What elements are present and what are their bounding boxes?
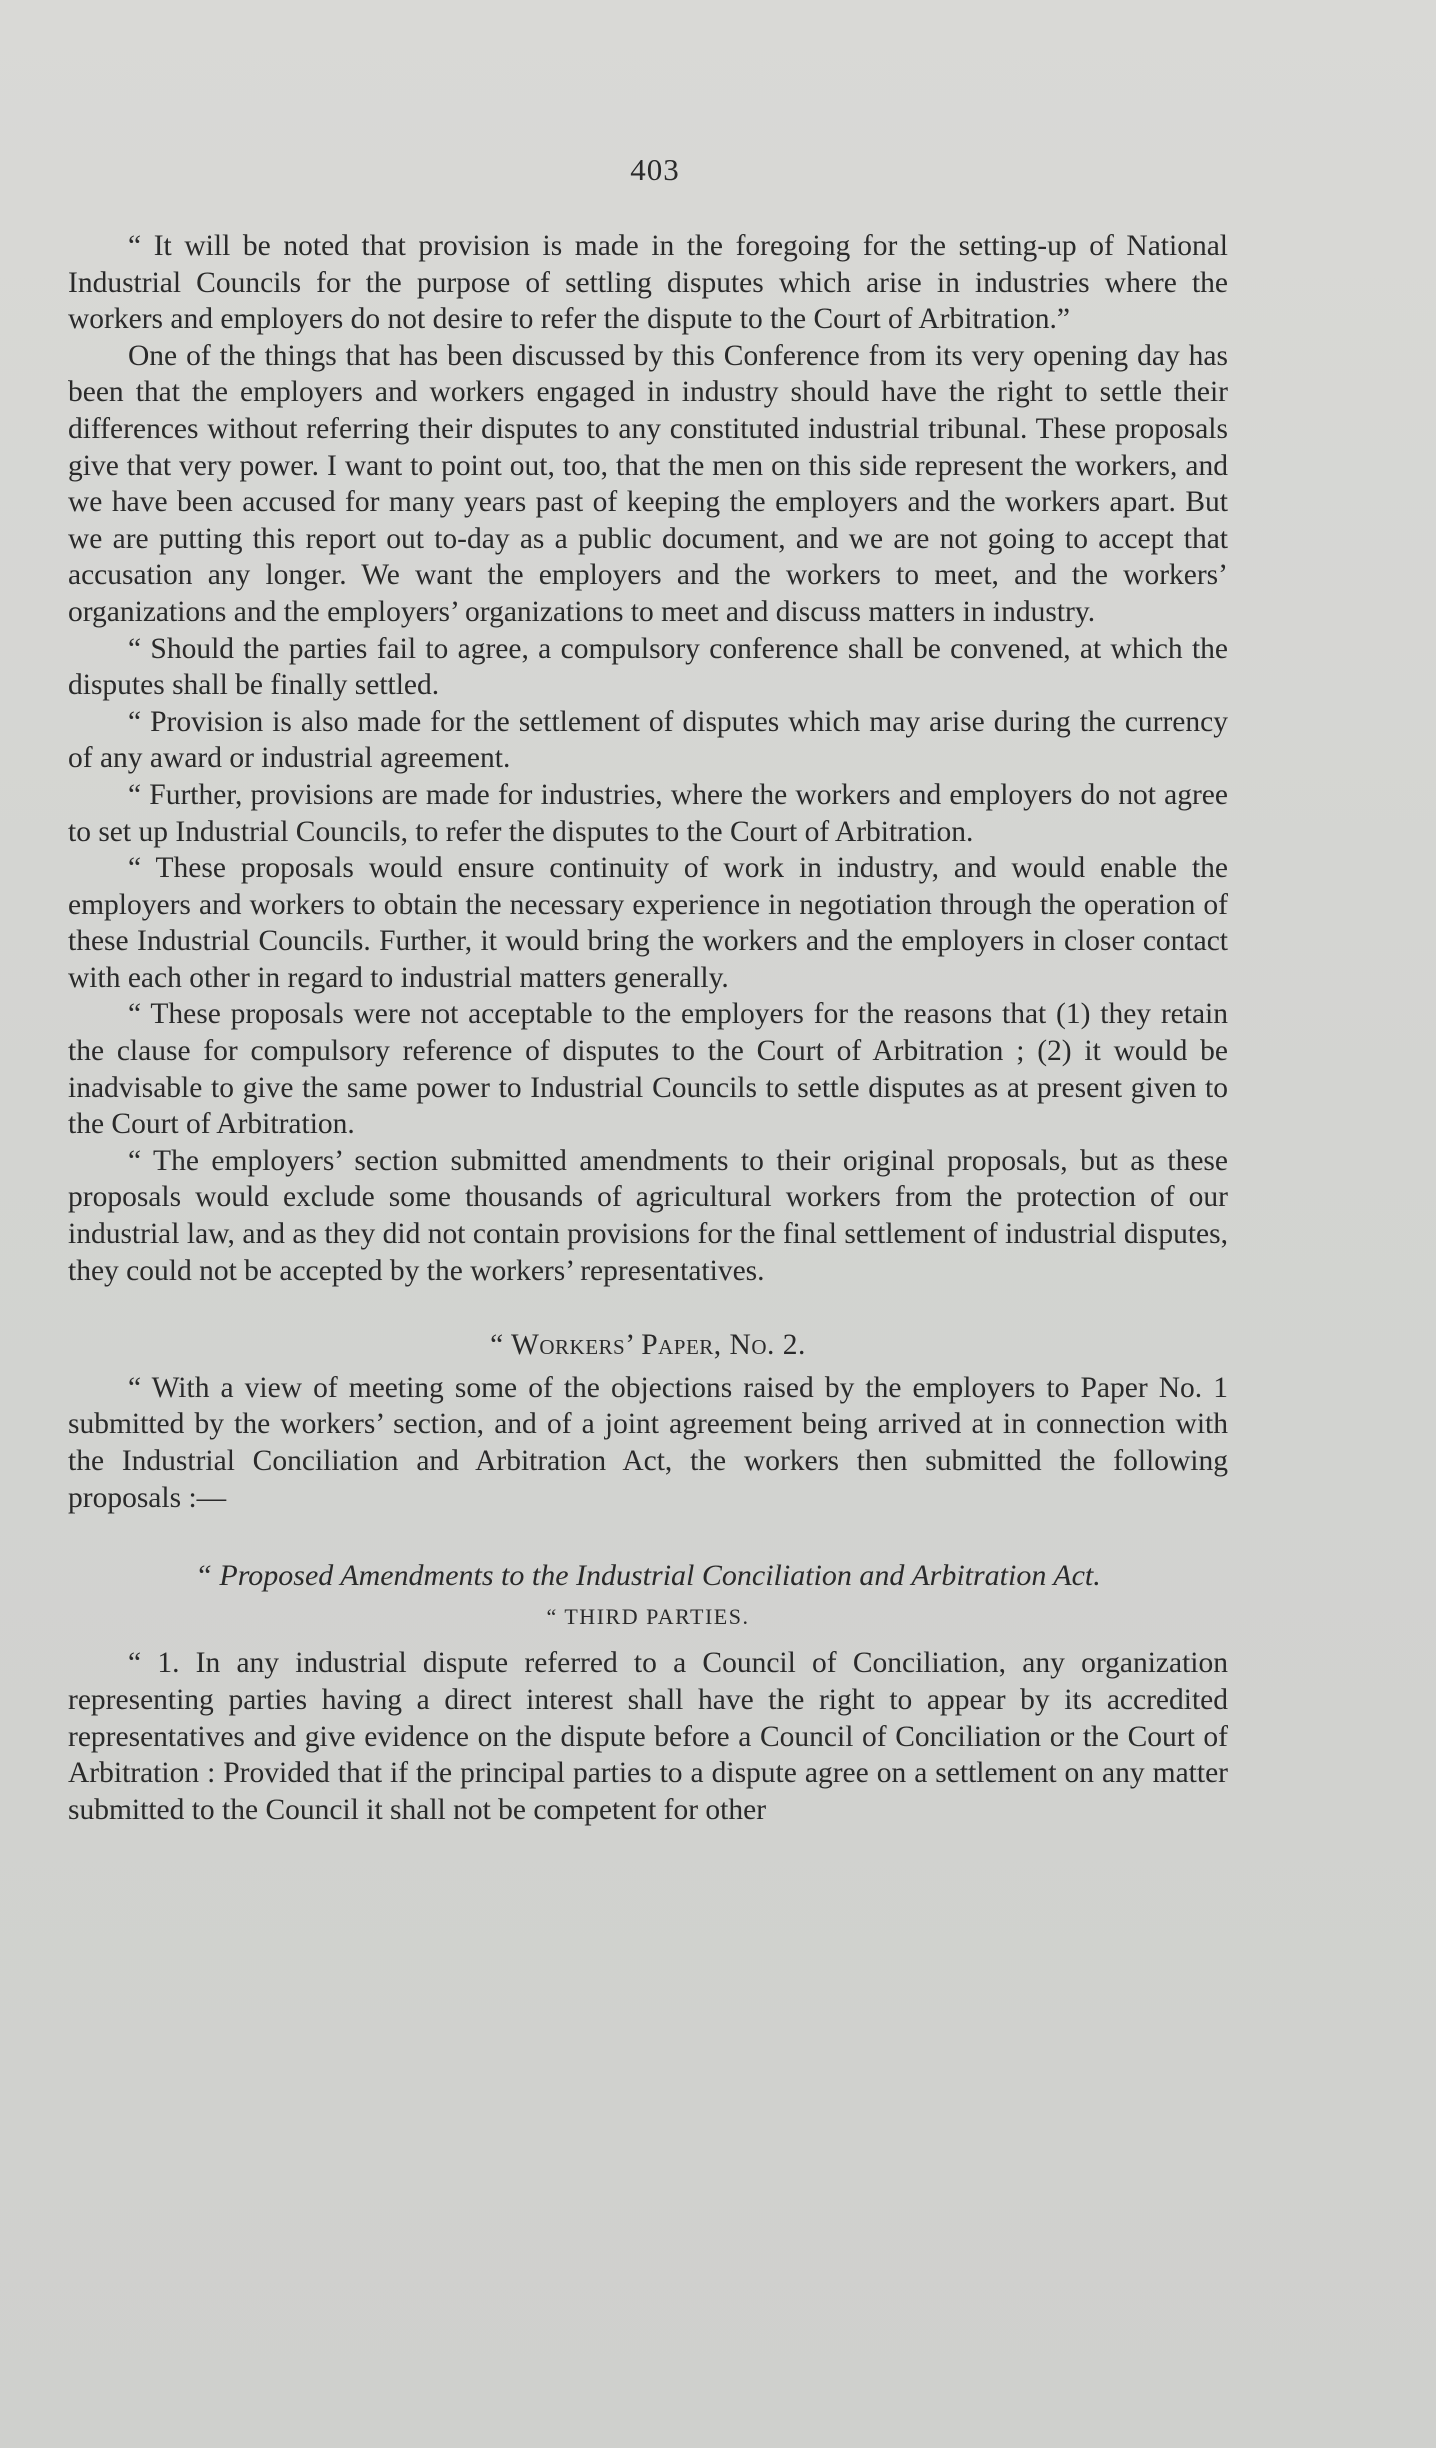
paragraph: “ 1. In any industrial dispute referred to a Council of Conciliation, any organization representing parties having a direct interest shall have the right to appear by its accredited representatives and give evidence on the dispute before a Council of Conciliation or the Court of Arbitration : Provided that if the principal parties to a dispute agree on a settlement on any matter submitted to the Council it shall not be competent for other (68, 1647, 1228, 1826)
section-heading: “ Workers’ Paper, No. 2. (490, 1329, 806, 1362)
sub-heading: “ THIRD PARTIES. (546, 1603, 750, 1629)
page-body (68, 228, 1228, 1828)
italic-heading: “ Proposed Amendments to the Industrial Conciliation and Arbitration Act. (195, 1559, 1101, 1593)
paragraph: “ With a view of meeting some of the objections raised by the employers to Paper No. 1 submitted by the workers’ section, and of a joint agreement being arrived at in connection with the Industrial Conciliation and Arbitration Act, the workers then submitted the following proposals :— (68, 1371, 1228, 1514)
paragraph: “ Further, provisions are made for industries, where the workers and employers do not agree to set up Industrial Councils, to refer the disputes to the Court of Arbitration. (68, 778, 1228, 848)
paragraph: “ The employers’ section submitted amendments to their original proposals, but as these proposals would exclude some thousands of agricultural workers from the protection of our industrial law, and as they did not contain provisions for the final settlement of industrial disputes, they could not be accepted by the workers’ representatives. (68, 1144, 1228, 1287)
paragraph: “ These proposals would ensure continuity of work in industry, and would enable the employers and workers to obtain the necessary experience in negotiation through the operation of these Industrial Councils. Further, it would bring the workers and the employers in closer contact with each other in regard to industrial matters generally. (68, 852, 1228, 994)
paragraph: “ It will be noted that provision is made in the foregoing for the setting-up of National Industrial Councils for the purpose of settling disputes which arise in industries where the workers and employers do not desire to refer the dispute to the Court of Arbitration.” (68, 230, 1228, 336)
paragraph: One of the things that has been discussed by this Conference from its very opening day has been that the employers and workers engaged in industry should have the right to settle their differences without referring their disputes to any constituted industrial tribunal. These proposals give that very power. I want to point out, too, that the men on this side represent the workers, and we have been accused for many years past of keeping the employers and the workers apart. But we are putting this report out to-day as a public document, and we are not going to accept that accusation any longer. We want the employers and the workers to meet, and the workers’ organizations and the employers’ organizations to meet and discuss matters in industry. (68, 339, 1228, 628)
paragraph: “ Should the parties fail to agree, a compulsory conference shall be convened, at which the disputes shall be finally settled. (68, 632, 1228, 702)
paragraph: “ These proposals were not acceptable to the employers for the reasons that (1) they retain the clause for compulsory reference of disputes to the Court of Arbitration ; (2) it would be inadvisable to give the same power to Industrial Councils to settle disputes as at present given to the Court of Arbitration. (68, 998, 1228, 1141)
page-number: 403 (630, 152, 680, 187)
paragraph: “ Provision is also made for the settlement of disputes which may arise during the currency of any award or industrial agreement. (68, 705, 1228, 775)
